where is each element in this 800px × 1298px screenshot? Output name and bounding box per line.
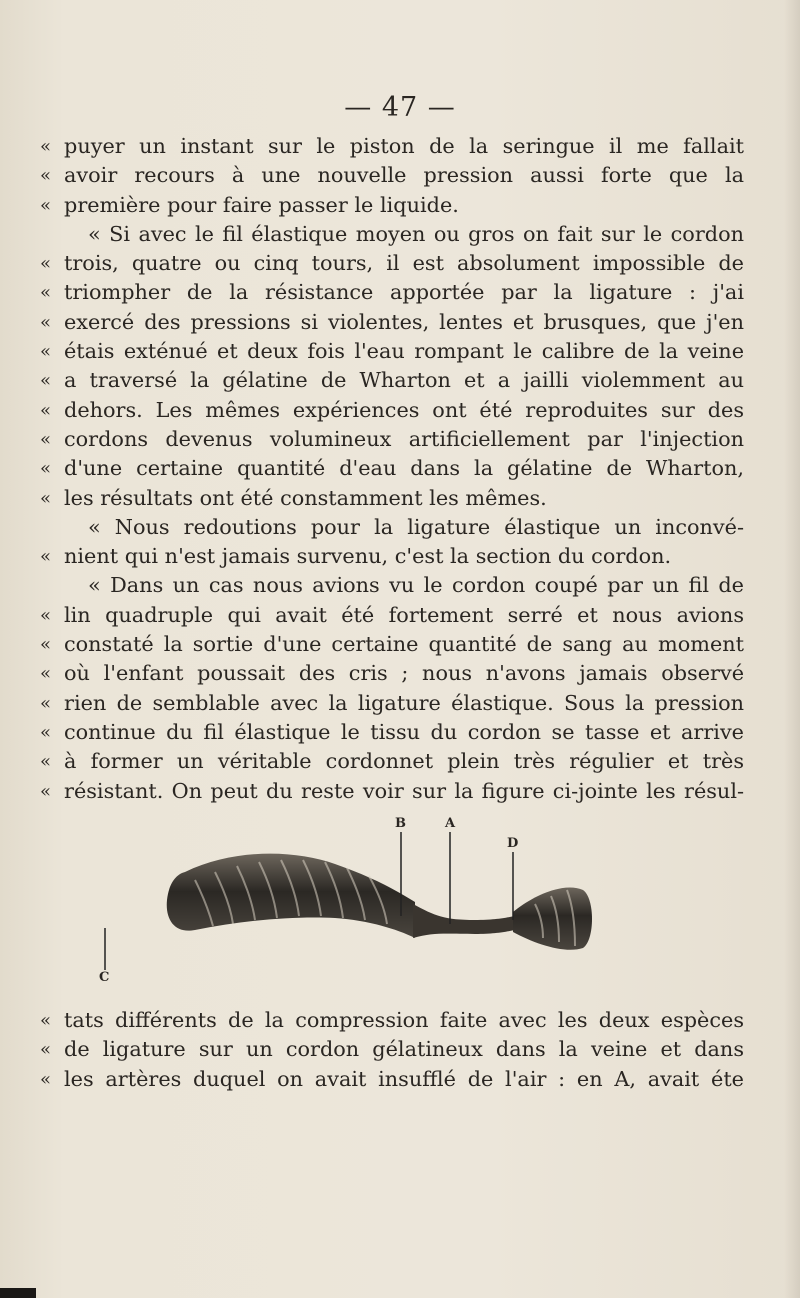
line-text: les résultats ont été constamment les mêmes. — [64, 485, 547, 510]
line-guillemet: « — [40, 311, 52, 333]
text-line — [40, 308, 760, 337]
line-guillemet: « — [40, 751, 52, 773]
line-text: à former un véritable cordonnet plein très régulier et très — [64, 749, 744, 774]
figure-label-d: D — [507, 836, 519, 851]
text-line — [40, 132, 760, 161]
text-line — [40, 249, 760, 278]
text-line — [40, 630, 760, 659]
line-text: résistant. On peut du reste voir sur la figure ci-jointe les résul- — [64, 778, 744, 803]
line-text: a traversé la gélatine de Wharton et a jailli violemment au — [64, 368, 744, 393]
line-text: nient qui n'est jamais survenu, c'est la section du cordon. — [64, 544, 672, 569]
text-line — [40, 191, 760, 220]
text-line — [40, 601, 760, 630]
line-text: où l'enfant poussait des cris ; nous n'avons jamais observé — [64, 661, 744, 686]
text-line — [40, 454, 760, 483]
line-guillemet: « — [40, 634, 52, 656]
text-line — [40, 220, 760, 249]
line-guillemet: « — [40, 663, 52, 685]
line-text: cordons devenus volumineux artificiellement par l'injection — [64, 426, 744, 451]
line-guillemet: « — [40, 1010, 52, 1031]
line-guillemet: « — [40, 721, 52, 743]
line-text: étais exténué et deux fois l'eau rompant le calibre de la veine — [64, 339, 744, 364]
line-text: les artères duquel on avait insufflé de l'air : en A, avait éte — [64, 1066, 744, 1091]
line-guillemet: « — [40, 370, 52, 392]
line-text: lin quadruple qui avait été fortement serré et nous avions — [64, 602, 744, 627]
text-line — [40, 747, 760, 776]
line-guillemet: « — [40, 194, 52, 216]
line-text: « Si avec le fil élastique moyen ou gros on fait sur le cordon — [88, 221, 744, 246]
text-line — [40, 689, 760, 718]
line-guillemet: « — [40, 546, 52, 568]
text-line — [40, 659, 760, 688]
line-guillemet: « — [40, 253, 52, 275]
line-guillemet: « — [40, 692, 52, 714]
line-text: d'une certaine quantité d'eau dans la gélatine de Wharton, — [64, 456, 744, 481]
text-line — [40, 337, 760, 366]
cord-illustration — [95, 820, 595, 980]
line-text: triompher de la résistance apportée par la ligature : j'ai — [64, 280, 744, 305]
line-text: puyer un instant sur le piston de la seringue il me fallait — [64, 134, 744, 158]
line-guillemet: « — [40, 428, 52, 450]
line-text: première pour faire passer le liquide. — [64, 192, 459, 217]
text-line — [40, 366, 760, 395]
line-guillemet: « — [40, 487, 52, 509]
line-text: tats différents de la compression faite avec les deux espèces — [64, 1008, 744, 1032]
figure-label-b: B — [395, 816, 406, 831]
text-line — [40, 425, 760, 454]
cord-ligature-figure — [95, 816, 595, 985]
line-guillemet: « — [40, 1068, 52, 1090]
text-line — [40, 513, 760, 542]
line-guillemet: « — [40, 458, 52, 480]
text-line — [40, 718, 760, 747]
line-text: exercé des pressions si violentes, lentes et brusques, que j'en — [64, 309, 744, 334]
line-text: dehors. Les mêmes expériences ont été reproduites sur des — [64, 397, 744, 422]
line-text: rien de semblable avec la ligature élastique. Sous la pression — [64, 690, 744, 715]
line-guillemet: « — [40, 165, 52, 187]
text-line — [40, 542, 760, 571]
line-text: « Nous redoutions pour la ligature élastique un inconvé- — [88, 514, 744, 539]
text-line — [40, 571, 760, 600]
scan-edge-mark — [0, 1288, 36, 1298]
text-line — [40, 161, 760, 190]
line-text: avoir recours à une nouvelle pression aussi forte que la — [64, 163, 744, 188]
text-line — [40, 1065, 760, 1094]
line-guillemet: « — [40, 341, 52, 363]
text-line — [40, 1035, 760, 1064]
line-guillemet: « — [40, 1039, 52, 1061]
figure-label-a: A — [445, 816, 456, 831]
line-text: constaté la sortie d'une certaine quantité de sang au moment — [64, 632, 744, 657]
line-text: de ligature sur un cordon gélatineux dans la veine et dans — [64, 1037, 744, 1062]
text-line — [40, 278, 760, 307]
cord-right-segment — [513, 887, 592, 949]
line-guillemet: « — [40, 604, 52, 626]
line-guillemet: « — [40, 136, 52, 157]
line-text: continue du fil élastique le tissu du cordon se tasse et arrive — [64, 719, 744, 744]
page-edge-shadow — [784, 0, 800, 1298]
line-guillemet: « — [40, 399, 52, 421]
line-guillemet: « — [40, 780, 52, 802]
line-text: « Dans un cas nous avions vu le cordon coupé par un fil de — [88, 573, 744, 598]
cord-constricted-segment — [413, 904, 515, 938]
body-text-continued — [40, 1006, 760, 1094]
text-line — [40, 1006, 760, 1035]
text-line — [40, 777, 760, 806]
figure-label-c: C — [99, 970, 110, 985]
body-text — [40, 132, 760, 806]
text-line — [40, 396, 760, 425]
line-text: trois, quatre ou cinq tours, il est absolument impossible de — [64, 251, 744, 276]
text-line — [40, 484, 760, 513]
page-number: — 47 — — [344, 92, 456, 123]
line-guillemet: « — [40, 282, 52, 304]
